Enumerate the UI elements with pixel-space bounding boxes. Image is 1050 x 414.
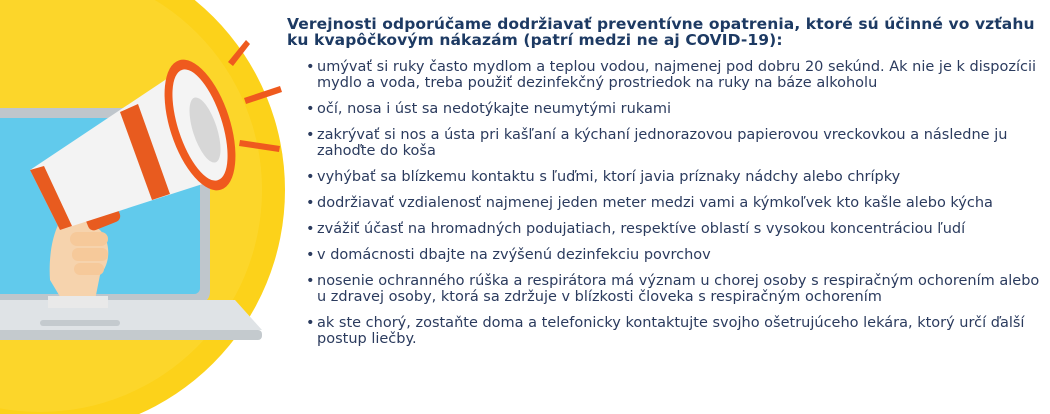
prevention-info-panel bbox=[287, 16, 1042, 357]
prevention-list bbox=[287, 59, 1042, 347]
list-item: • vyhýbať sa blízkemu kontaktu s ľuďmi, ktorí javia príznaky nádchy alebo chrípky bbox=[287, 169, 1042, 185]
megaphone-laptop-illustration bbox=[0, 0, 290, 414]
list-item: • v domácnosti dbajte na zvýšenú dezinfekciu povrchov bbox=[287, 247, 1042, 263]
info-heading: Verejnosti odporúčame dodržiavať preventívne opatrenia, ktoré sú účinné vo vzťahu ku kvapôčkovým nákazám (patrí medzi ne aj COVID-19): bbox=[287, 15, 1035, 49]
list-item: • očí, nosa i úst sa nedotýkajte neumytými rukami bbox=[287, 101, 1042, 117]
list-item: • dodržiavať vzdialenosť najmenej jeden meter medzi vami a kýmkoľvek kto kašle alebo kýcha bbox=[287, 195, 1042, 211]
list-item: • umývať si ruky často mydlom a teplou vodou, najmenej pod dobru 20 sekúnd. Ak nie je k dispozícii mydlo a voda, treba použiť dezinfekčný prostriedok na ruky na báze alkoholu bbox=[287, 59, 1042, 91]
list-item: • zvážiť účasť na hromadných podujatiach, respektíve oblastí s vysokou koncentráciou ľudí bbox=[287, 221, 1042, 237]
list-item: • ak ste chorý, zostaňte doma a telefonicky kontaktujte svojho ošetrujúceho lekára, ktorý určí ďalší postup liečby. bbox=[287, 315, 1042, 347]
list-item: • zakrývať si nos a ústa pri kašľaní a kýchaní jednorazovou papierovou vreckovkou a následne ju zahoďte do koša bbox=[287, 127, 1042, 159]
list-item: • nosenie ochranného rúška a respirátora má význam u chorej osoby s respiračným ochorením alebo u zdravej osoby, ktorá sa zdržuje v blízkosti človeka s respiračným ochorením bbox=[287, 273, 1042, 305]
